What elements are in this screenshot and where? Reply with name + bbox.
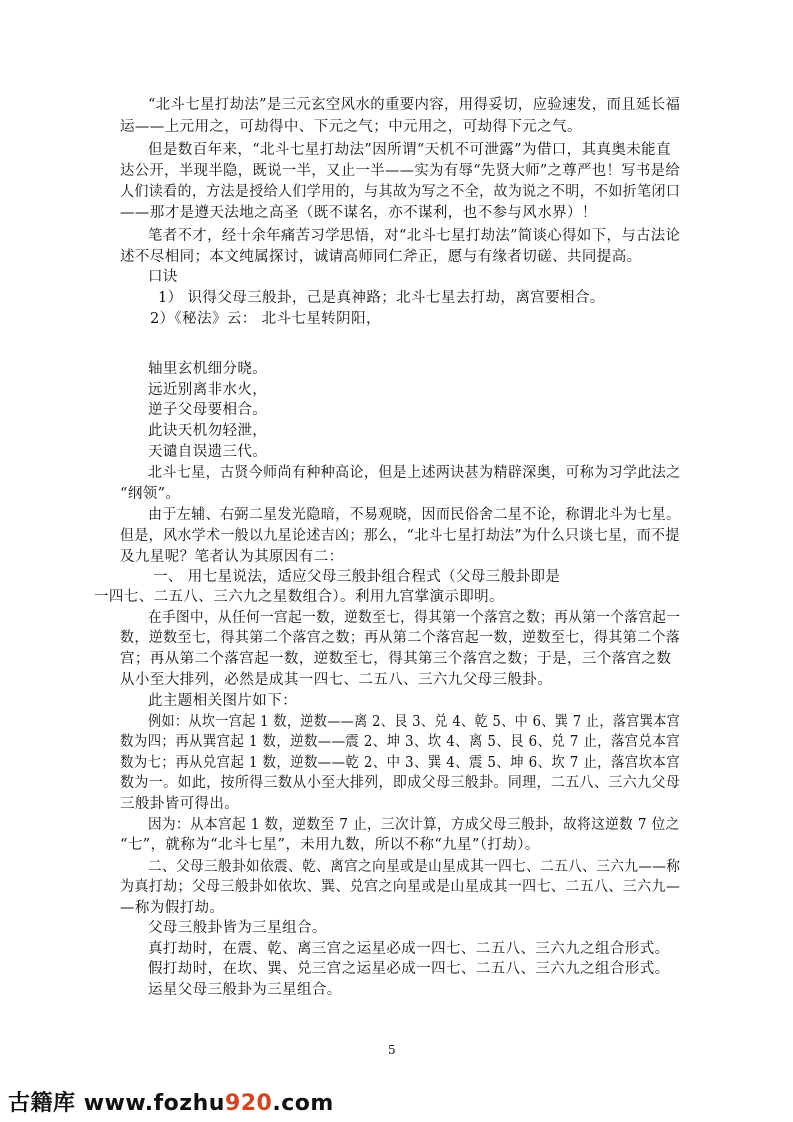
text-line: 笔者不才，经十余年痛苦习学思悟，对“北斗七星打劫法”简谈心得如下，与古法论	[148, 228, 681, 245]
site-watermark	[8, 1086, 334, 1117]
verse-line: 此诀天机勿轻泄，	[148, 422, 268, 439]
list-item: 2）《秘法》云： 北斗七星转阴阳，	[150, 310, 381, 327]
text-line: —称为假打劫。	[120, 899, 225, 916]
verse-line: 逆子父母要相合。	[148, 402, 268, 419]
text-line: 假打劫时，在坎、巽、兑三宫之运星必成一四七、二五八、三六九之组合形式。	[148, 961, 670, 978]
text-line: 父母三般卦皆为三星组合。	[148, 920, 327, 937]
verse-line: 远近别离非水火，	[148, 381, 268, 398]
text-line: 从小至大排列，必然是成其一四七、二五八、三六九父母三般卦。	[120, 671, 553, 688]
text-line: 为真打劫；父母三般卦如依坎、巽、兑宫之向星或是山星成其一四七、二五八、三六九—	[120, 879, 681, 896]
watermark-site-name: 古籍库	[8, 1091, 76, 1116]
text-line: 运星父母三般卦为三星组合。	[148, 982, 342, 998]
watermark-url-accent: 920	[224, 1091, 273, 1116]
section-heading: 口诀	[148, 269, 178, 286]
text-line: 但是，风水学术一般以九星论述吉凶；那么，“北斗七星打劫法”为什么只谈七星，而不提	[120, 527, 680, 544]
text-line: 真打劫时，在震、乾、离三宫之运星必成一四七、二五八、三六九之组合形式。	[148, 940, 670, 957]
watermark-url: www.fozhu920.com	[83, 1091, 334, 1116]
text-line: 及九星呢？笔者认为其原因有二：	[120, 548, 344, 565]
text-line: ——那才是遵天法地之高圣（既不谋名，亦不谋利，也不参与风水界）！	[120, 205, 597, 222]
text-line: 运——上元用之，可劫得中、下元之气；中元用之，可劫得下元之气。	[120, 119, 582, 136]
text-line: 数为七；再从兑宫起 1 数，逆数——乾 2、中 3、巽 4、震 5、坤 6、坎 7 止，落宫坎本宫	[120, 754, 681, 771]
text-line: 宫；再从第二个落宫起一数，逆数至七，得其第三个落宫之数；于是，三个落宫之数	[120, 651, 672, 667]
text-line: 述不尽相同；本文纯属探讨，诚请高师同仁斧正，愿与有缘者切磋、共同提高。	[120, 248, 642, 265]
text-line: 因为：从本宫起 1 数，逆数至 7 止，三次计算，方成父母三般卦，故将这逆数 7 位之	[148, 816, 680, 833]
text-line: 数，逆数至七，得其第二个落宫之数；再从第二个落宫起一数，逆数至七，得其第二个落	[120, 630, 681, 647]
text-line: 例如：从坎一宫起 1 数，逆数——离 2、艮 3、兑 4、乾 5、中 6、巽 7 止，落宫巽本宫	[148, 713, 681, 730]
text-line: 但是数百年来，“北斗七星打劫法”因所谓“天机不可泄露”为借口，其真奥未能直	[148, 141, 671, 158]
text-line: 二、父母三般卦如依震、乾、离宫之向星或是山星成其一四七、二五八、三六九——称	[148, 858, 681, 875]
verse-line: 天谴自误遗三代。	[148, 443, 268, 460]
text-line: 一四七、二五八、三六九之星数组合）。利用九宫掌演示即明。	[94, 589, 504, 606]
text-line: 在手图中，从任何一宫起一数，逆数至七，得其第一个落宫之数；再从第一个落宫起一	[148, 609, 681, 626]
text-line: 一、 用七星说法，适应父母三般卦组合程式（父母三般卦即是	[153, 568, 561, 585]
text-line: 数为一。如此，按所得三数从小至大排列，即成父母三般卦。同理，二五八、三六九父母	[120, 775, 681, 792]
text-line: 由于左辅、右弼二星发光隐暗，不易观晓，因而民俗舍二星不论，称谓北斗为七星。	[148, 506, 681, 523]
text-line: 三般卦皆可得出。	[120, 795, 240, 812]
text-line: “北斗七星打劫法”是三元玄空风水的重要内容，用得妥切，应验速发，而且延长福	[148, 97, 681, 113]
text-line: 人们读看的，方法是授给人们学用的，与其故为写之不全，故为说之不明，不如折笔闭口	[120, 183, 681, 200]
verse-line: 轴里玄机细分晓。	[148, 361, 268, 378]
text-line: “七”，就称为“北斗七星”，未用九数，所以不称“九星”（打劫）。	[120, 837, 540, 854]
text-line: 此主题相关图片如下：	[148, 693, 297, 709]
page-number: 5	[388, 1043, 396, 1057]
text-line: 数为四；再从巽宫起 1 数，逆数——震 2、坤 3、坎 4、离 5、艮 6、兑 7 止，落宫兑本宫	[120, 734, 681, 751]
list-item: 1） 识得父母三般卦，己是真神路；北斗七星去打劫，离宫要相合。	[158, 290, 605, 306]
text-line: 达公开，半现半隐，既说一半，又止一半——实为有辱“先贤大师”之尊严也！写书是给	[120, 163, 681, 179]
text-line: 北斗七星，古贤今师尚有种种高论，但是上述两诀甚为精辟深奥，可称为习学此法之	[148, 464, 681, 481]
text-line: “纲领”。	[120, 486, 181, 503]
